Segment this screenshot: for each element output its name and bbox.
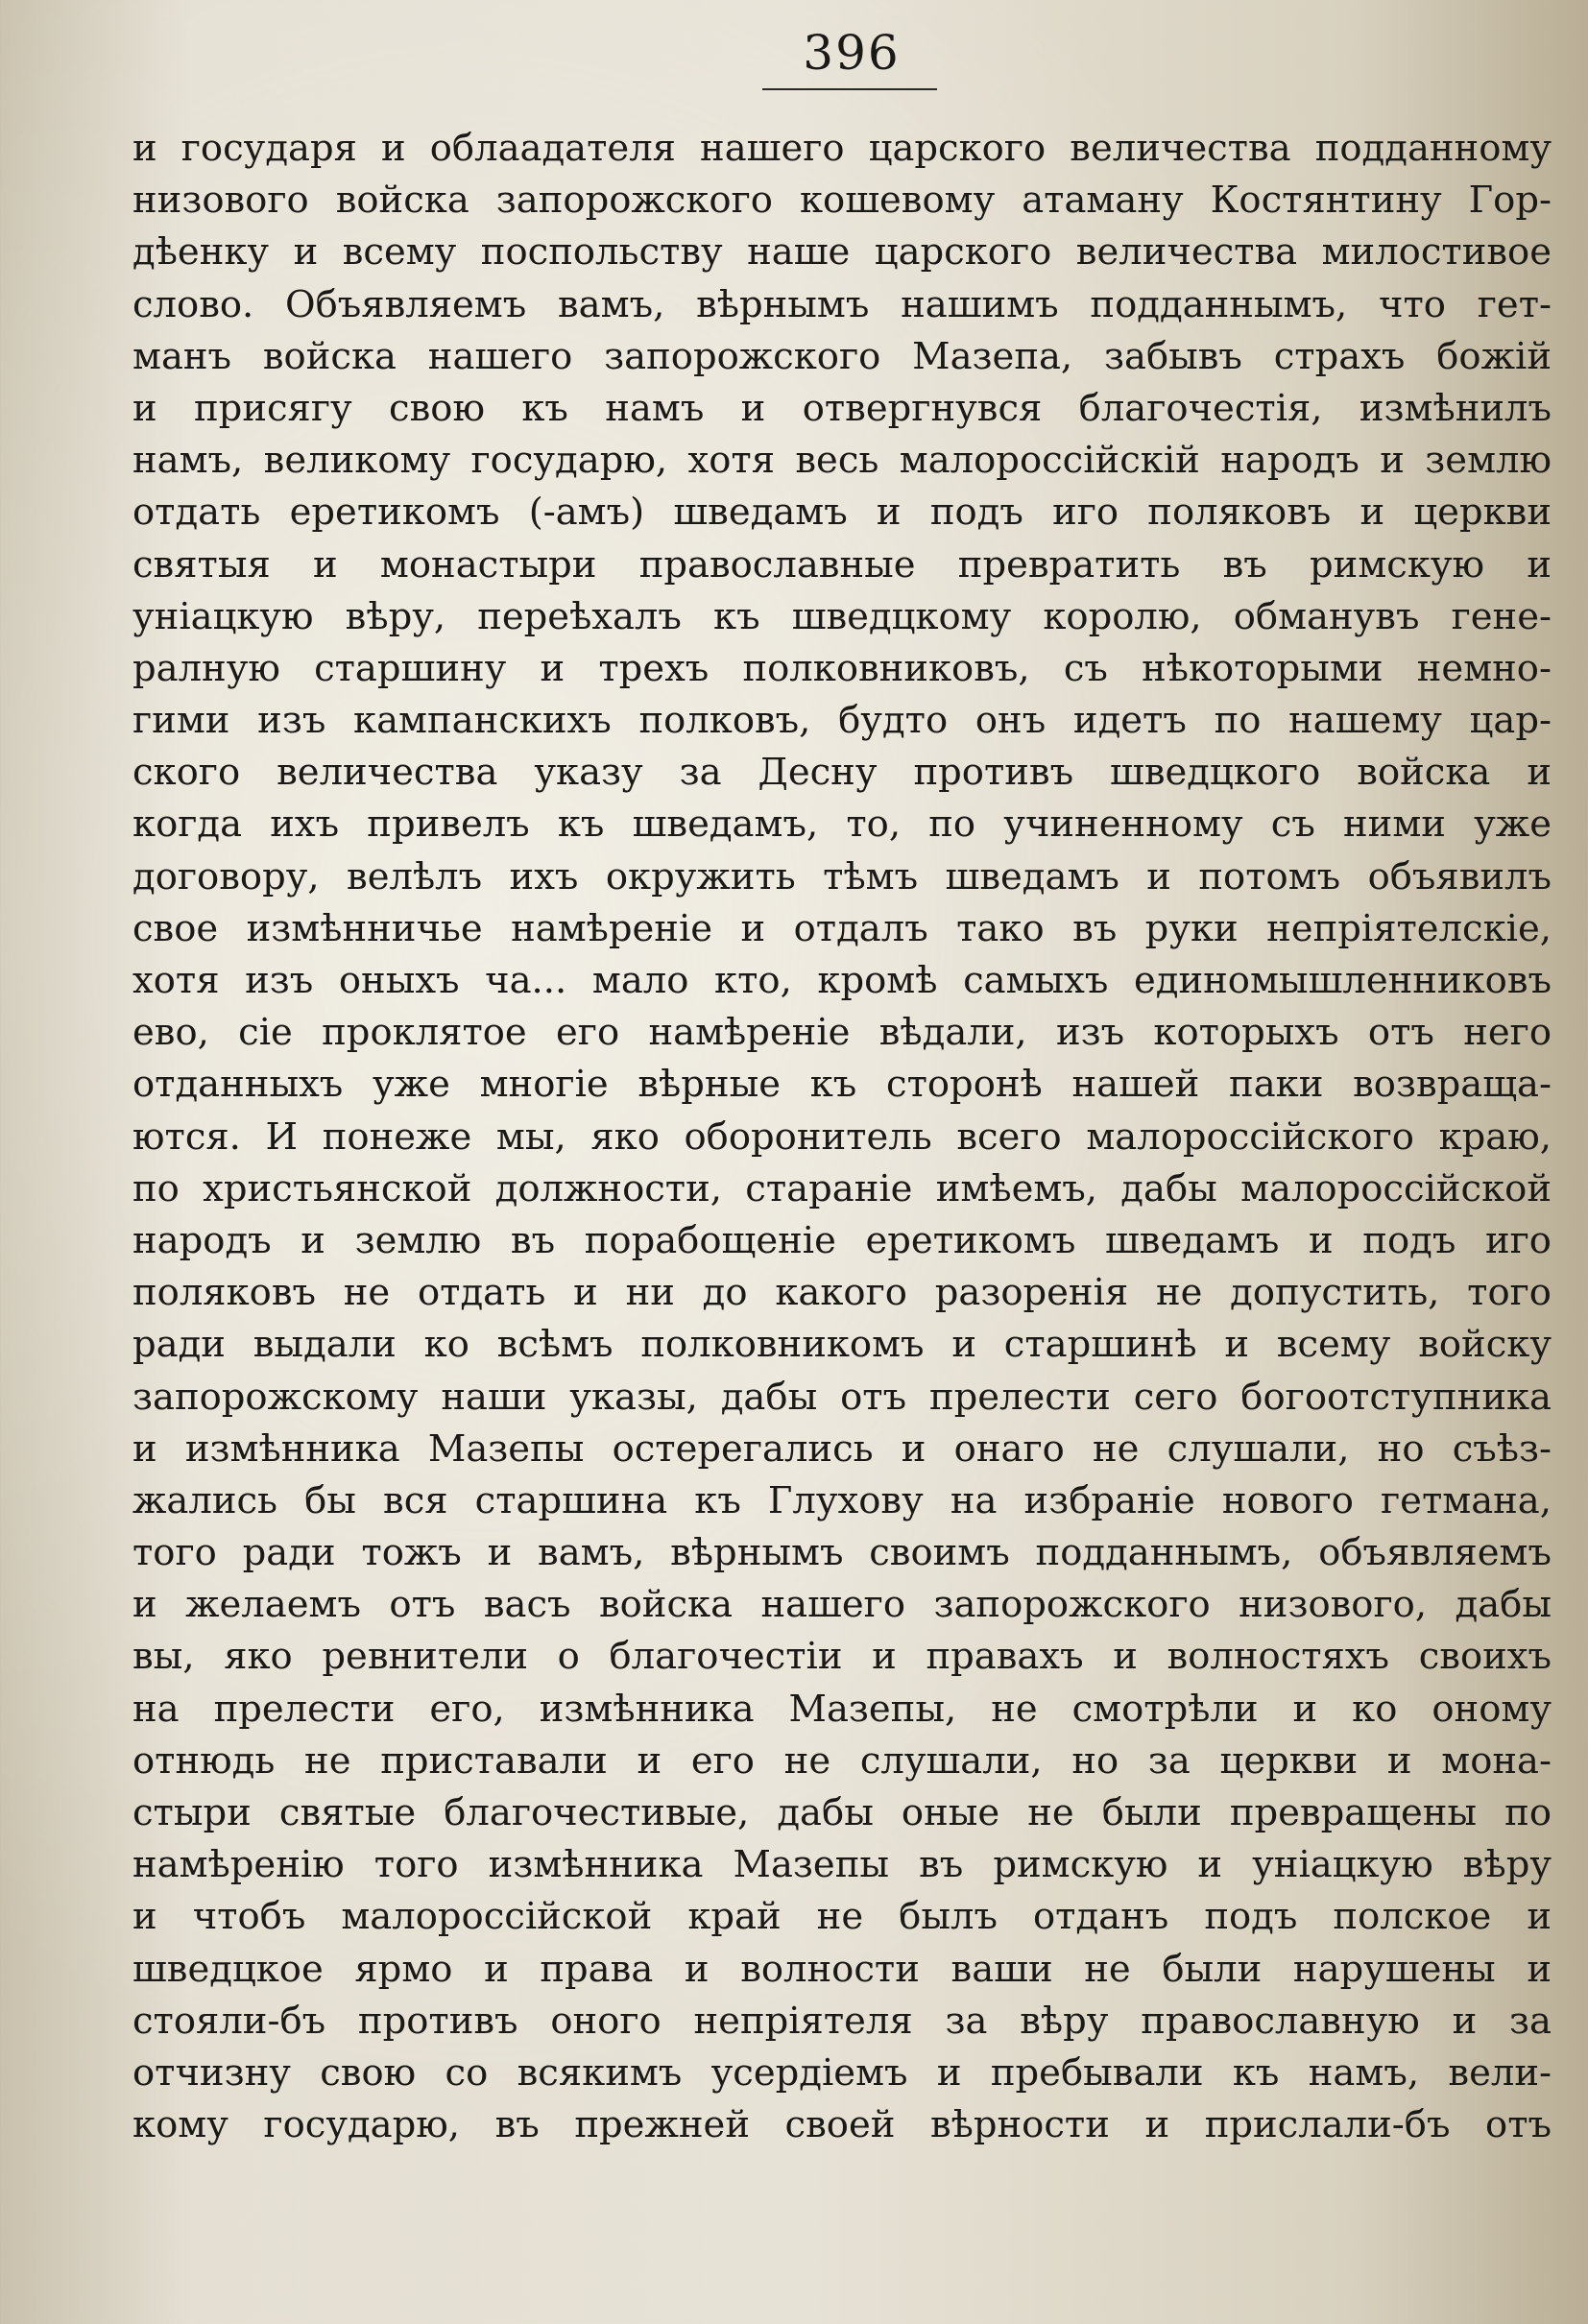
text-line: стыри святые благочестивые, дабы оные не были превращены по <box>132 1791 1552 1834</box>
text-line: ралную старшину и трехъ полковниковъ, съ нѣкоторыми немно- <box>132 646 1552 690</box>
text-line: отданныхъ уже многіе вѣрные къ сторонѣ нашей паки возвраща- <box>132 1063 1552 1107</box>
text-line: по христьянской должности, стараніе имѣемъ, дабы малороссійской <box>132 1166 1552 1210</box>
text-line: отнюдь не приставали и его не слушали, но за церкви и мона- <box>132 1738 1552 1783</box>
text-line: намѣренію того измѣнника Мазепы въ римскую и уніацкую вѣру <box>132 1843 1552 1887</box>
text-line: народъ и землю въ порабощеніе еретикомъ шведамъ и подъ иго <box>132 1218 1552 1262</box>
text-block <box>132 123 1552 2151</box>
text-line: намъ, великому государю, хотя весь малороссійскій народъ и землю <box>132 439 1552 483</box>
text-line: слово. Объявляемъ вамъ, вѣрнымъ нашимъ подданнымъ, что гет- <box>132 282 1552 326</box>
text-line: и присягу свою къ намъ и отвергнувся благочестія, измѣнилъ <box>132 386 1552 430</box>
text-line: кому государю, въ прежней своей вѣрности и прислали-бъ отъ <box>132 2103 1552 2147</box>
text-line: ево, сіе проклятое его намѣреніе вѣдали, изъ которыхъ отъ него <box>132 1011 1552 1055</box>
text-line: жались бы вся старшина къ Глухову на избраніе нового гетмана, <box>132 1478 1552 1522</box>
text-line: отчизну свою со всякимъ усердіемъ и пребывали къ намъ, вели- <box>132 2050 1552 2095</box>
text-line: когда ихъ привелъ къ шведамъ, то, по учиненному съ ними уже <box>132 803 1552 847</box>
text-line: свое измѣнничье намѣреніе и отдалъ тако въ руки непріятелскіе, <box>132 906 1552 950</box>
text-line: уніацкую вѣру, переѣхалъ къ шведцкому королю, обманувъ гене- <box>132 594 1552 638</box>
text-line: манъ войска нашего запорожского Мазепа, забывъ страхъ божій <box>132 334 1552 378</box>
text-line: ского величества указу за Десну противъ шведцкого войска и <box>132 751 1552 795</box>
text-line: ради выдали ко всѣмъ полковникомъ и старшинѣ и всему войску <box>132 1323 1552 1367</box>
text-line: договору, велѣлъ ихъ окружить тѣмъ шведамъ и потомъ объявилъ <box>132 854 1552 898</box>
text-line: хотя изъ оныхъ ча... мало кто, кромѣ самыхъ единомышленниковъ <box>132 959 1552 1002</box>
text-line: и чтобъ малороссійской край не былъ отданъ подъ полское и <box>132 1895 1552 1939</box>
text-line: святыя и монастыри православные превратить въ римскую и <box>132 542 1552 587</box>
text-line: низового войска запорожского кошевому атаману Костянтину Гор- <box>132 179 1552 223</box>
text-line: дѣенку и всему поспольству наше царского величества милостивое <box>132 230 1552 275</box>
text-line: отдать еретикомъ (-амъ) шведамъ и подъ иго поляковъ и церкви <box>132 491 1552 535</box>
page-number-rule <box>762 88 937 90</box>
text-line: гими изъ кампанскихъ полковъ, будто онъ идетъ по нашему цар- <box>132 699 1552 743</box>
text-line: вы, яко ревнители о благочестіи и правахъ и волностяхъ своихъ <box>132 1635 1552 1679</box>
text-line: и желаемъ отъ васъ войска нашего запорожского низового, дабы <box>132 1583 1552 1627</box>
page-number: 396 <box>803 25 901 81</box>
text-line: на прелести его, измѣнника Мазепы, не смотрѣли и ко оному <box>132 1687 1552 1731</box>
text-line: шведцкое ярмо и права и волности ваши не были нарушены и <box>132 1947 1552 1991</box>
text-line: стояли-бъ противъ оного непріятеля за вѣру православную и за <box>132 1999 1552 2043</box>
text-line: запорожскому наши указы, дабы отъ прелести сего богоотступника <box>132 1375 1552 1419</box>
text-line: и измѣнника Мазепы остерегались и онаго не слушали, но съѣз- <box>132 1426 1552 1471</box>
text-line: ются. И понеже мы, яко оборонитель всего малороссійского краю, <box>132 1114 1552 1159</box>
text-line: поляковъ не отдать и ни до какого разоренія не допустить, того <box>132 1271 1552 1315</box>
text-line: и государя и облаадателя нашего царского величества подданному <box>132 127 1552 170</box>
text-line: того ради тожъ и вамъ, вѣрнымъ своимъ подданнымъ, объявляемъ <box>132 1531 1552 1575</box>
